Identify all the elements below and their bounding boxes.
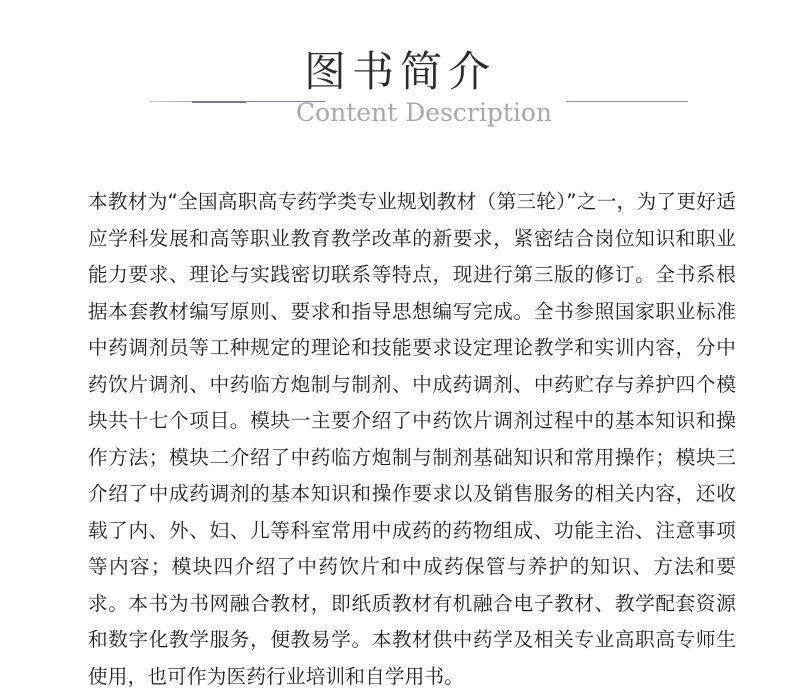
description-paragraph: 本教材为“全国高职高专药学类专业规划教材（第三轮）”之一，为了更好适应学科发展和高等职业教育教学改革的新要求，紧密结合岗位知识和职业能力要求、理论与实践密切联系等特点，现进行第三版的修订。全书系根据本套教材编写原则、要求和指导思想编写完成。全书参照国家职业标准中药调剂员等工种规定的理论和技能要求设定理论教学和实训内容，分中药饮片调剂、中药临方炮制与制剂、中成药调剂、中药贮存与养护四个模块共十七个项目。模块一主要介绍了中药饮片调剂过程中的基本知识和操作方法；模块二介绍了中药临方炮制与制剂基础知识和常用操作；模块三介绍了中成药调剂的基本知识和操作要求以及销售服务的相关内容，还收载了内、外、妇、儿等科室常用中成药的药物组成、功能主治、注意事项等内容；模块四介绍了中药饮片和中成药保管与养护的知识、方法和要求。本书为书网融合教材，即纸质教材有机融合电子教材、教学配套资源和数字化教学服务，便教易学。本教材供中药学及相关专业高职高专师生使用，也可作为医药行业培训和自学用书。 xyxy=(88,190,736,688)
section-title: 图书简介 xyxy=(303,47,496,96)
right-divider-line xyxy=(566,101,688,102)
section-header xyxy=(0,0,800,140)
section-subtitle: Content Description xyxy=(295,98,553,127)
